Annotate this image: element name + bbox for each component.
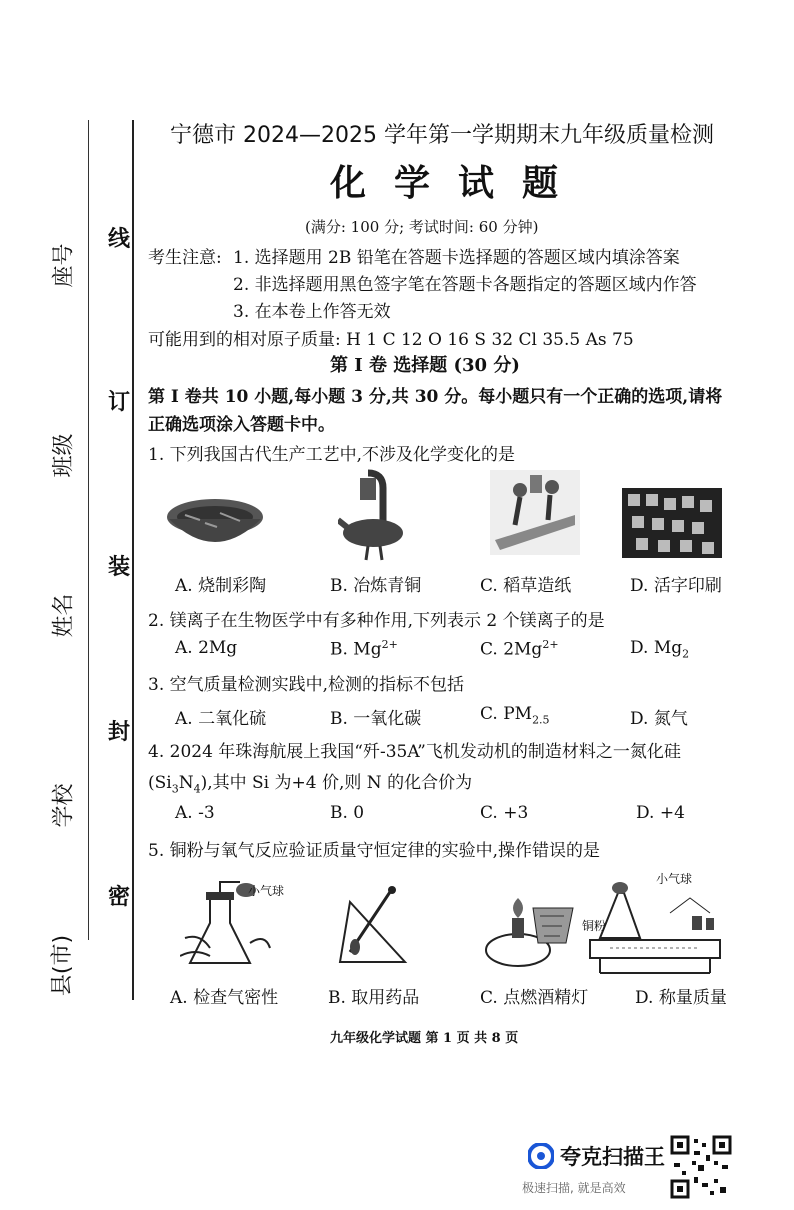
balloon-label-2: 小气球 bbox=[656, 872, 693, 886]
seal-char: 订 bbox=[108, 390, 131, 415]
option-a: A. -3 bbox=[175, 803, 215, 823]
option-d: D. $Mg_2$ bbox=[630, 638, 690, 661]
question-stem-line2: $(Si_3N_4)$,其中 Si 为+4 价,则 N 的化合价为 bbox=[148, 773, 473, 796]
bronze-lamp-image bbox=[338, 468, 408, 563]
option-b: B. 一氧化碳 bbox=[330, 709, 422, 729]
paper-making-image bbox=[490, 470, 580, 555]
option-d: D. 活字印刷 bbox=[630, 576, 722, 596]
option-d: D. +4 bbox=[636, 803, 685, 823]
pottery-bowl-image bbox=[165, 495, 265, 555]
seal-char: 装 bbox=[108, 555, 131, 580]
exam-title: 宁德市 2024—2025 学年第一学期期末九年级质量检测 bbox=[170, 123, 714, 148]
notes-prefix: 考生注意: bbox=[148, 248, 222, 268]
note-item: 1. 选择题用 2B 铅笔在答题卡选择题的答题区域内填涂答案 bbox=[233, 248, 680, 268]
seat-label: 座号 bbox=[51, 243, 77, 288]
option-c: C. +3 bbox=[480, 803, 529, 823]
section-heading: 第 I 卷 选择题 (30 分) bbox=[330, 355, 520, 376]
option-a: A. 烧制彩陶 bbox=[175, 576, 267, 596]
subject-title: 化学试题 bbox=[330, 162, 587, 204]
option-c: C. 点燃酒精灯 bbox=[480, 988, 589, 1008]
binding-line-outer bbox=[88, 120, 89, 940]
option-c: C. $2Mg^{2+}$ bbox=[480, 638, 559, 660]
note-item: 2. 非选择题用黑色签字笔在答题卡各题指定的答题区域内作答 bbox=[233, 275, 697, 295]
option-a: A. 二氧化硫 bbox=[175, 709, 267, 729]
option-b: B. 0 bbox=[330, 803, 365, 823]
seal-char: 线 bbox=[108, 227, 131, 252]
add-reagent-image bbox=[330, 882, 425, 977]
option-b: B. $Mg^{2+}$ bbox=[330, 638, 398, 660]
note-item: 3. 在本卷上作答无效 bbox=[233, 302, 391, 322]
class-label: 班级 bbox=[51, 433, 77, 478]
question-stem: 1. 下列我国古代生产工艺中,不涉及化学变化的是 bbox=[148, 445, 516, 465]
copper-powder-label: 铜粉 bbox=[582, 919, 607, 933]
option-c: C. $PM_{2.5}$ bbox=[480, 704, 550, 727]
atomic-mass: 可能用到的相对原子质量: H 1 C 12 O 16 S 32 Cl 35.5 As 75 bbox=[148, 330, 634, 350]
scanner-brand: 夸克扫描王 bbox=[560, 1145, 665, 1169]
option-a: A. 检查气密性 bbox=[170, 988, 279, 1008]
exam-meta: (满分: 100 分; 考试时间: 60 分钟) bbox=[305, 218, 539, 236]
option-d: D. 氮气 bbox=[630, 709, 688, 729]
seal-char: 封 bbox=[108, 720, 131, 745]
school-label: 学校 bbox=[51, 783, 77, 828]
scanner-logo-icon bbox=[528, 1143, 554, 1169]
question-stem: 3. 空气质量检测实践中,检测的指标不包括 bbox=[148, 675, 465, 695]
question-stem: 2. 镁离子在生物医学中有多种作用,下列表示 2 个镁离子的是 bbox=[148, 611, 605, 631]
balloon-label: 小气球 bbox=[248, 884, 285, 898]
option-c: C. 稻草造纸 bbox=[480, 576, 572, 596]
option-b: B. 取用药品 bbox=[328, 988, 420, 1008]
name-label: 姓名 bbox=[51, 593, 77, 638]
option-b: B. 冶炼青铜 bbox=[330, 576, 422, 596]
question-stem: 5. 铜粉与氧气反应验证质量守恒定律的实验中,操作错误的是 bbox=[148, 841, 601, 861]
binding-line bbox=[132, 120, 134, 1000]
scanner-watermark bbox=[520, 1135, 750, 1205]
alcohol-lamp-image bbox=[478, 888, 578, 973]
option-d: D. 称量质量 bbox=[635, 988, 727, 1008]
page-footer: 九年级化学试题 第 1 页 共 8 页 bbox=[330, 1031, 519, 1046]
qr-code-icon bbox=[670, 1135, 732, 1199]
option-a: A. 2Mg bbox=[175, 638, 238, 658]
scanner-slogan: 极速扫描, 就是高效 bbox=[522, 1181, 626, 1195]
seal-char: 密 bbox=[108, 885, 131, 910]
section-intro: 正确选项涂入答题卡中。 bbox=[148, 415, 335, 435]
county-label: 县(市) bbox=[50, 934, 76, 997]
movable-type-image bbox=[622, 488, 722, 558]
question-stem: 4. 2024 年珠海航展上我国“歼-35A”飞机发动机的制造材料之一氮化硅 bbox=[148, 742, 681, 762]
section-intro: 第 I 卷共 10 小题,每小题 3 分,共 30 分。每小题只有一个正确的选项,请将 bbox=[148, 387, 723, 407]
